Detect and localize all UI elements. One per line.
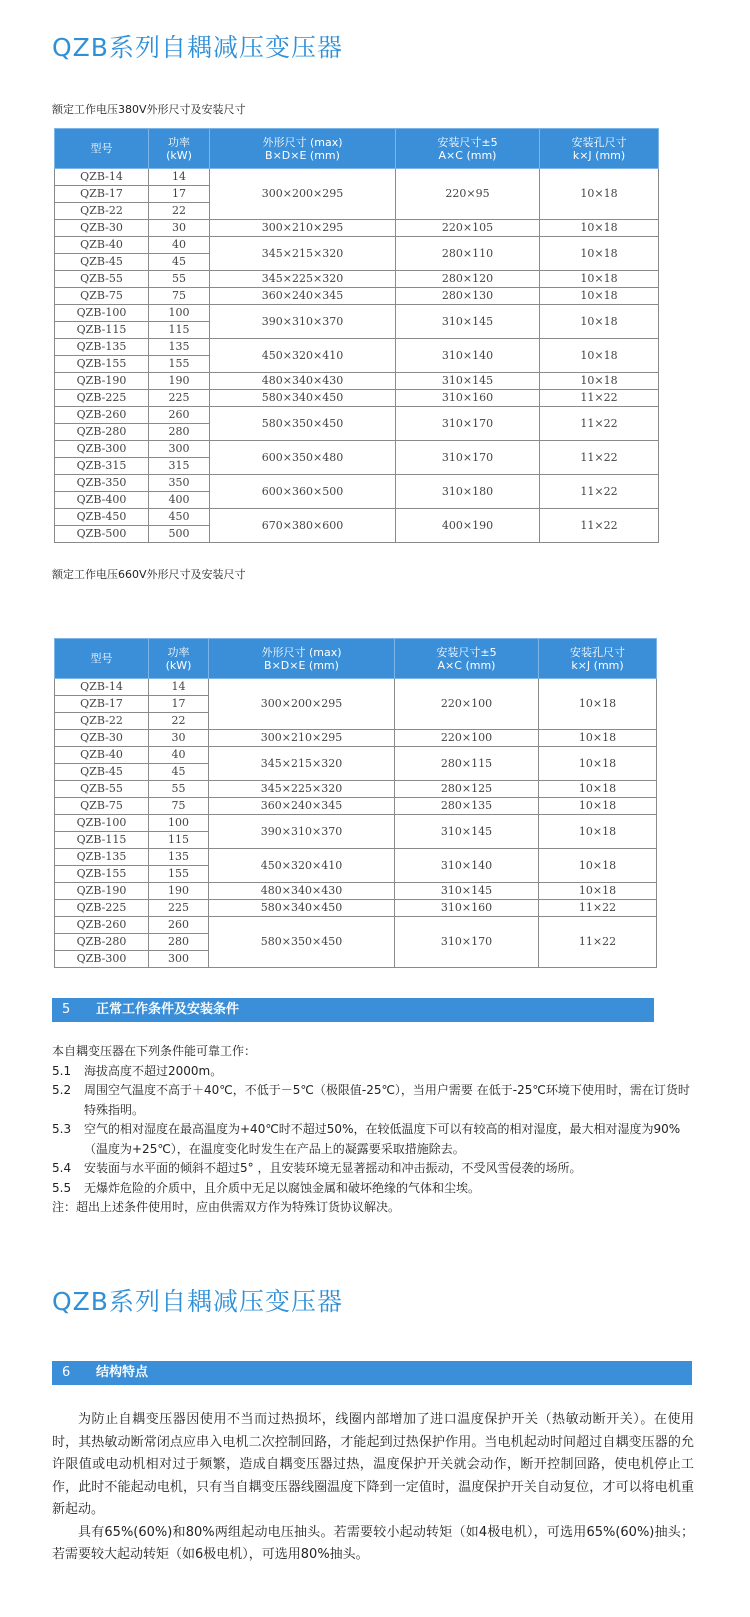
condition-text: 安装面与水平面的倾斜不超过5° ，且安装环境无显著摇动和冲击振动，不受风雪侵袭的场所。 (84, 1161, 582, 1175)
install-cell: 220×100 (395, 730, 539, 747)
condition-label: 5.4 (52, 1161, 72, 1175)
power-cell: 30 (149, 730, 209, 747)
table-row (55, 509, 659, 526)
dimensions-cell: 345×215×320 (210, 237, 396, 271)
section5-title: 正常工作条件及安装条件 (96, 1002, 240, 1017)
section5-conditions (52, 1042, 692, 1218)
model-cell: QZB-75 (55, 798, 149, 815)
table-row (55, 237, 659, 254)
dimensions-cell: 580×340×450 (209, 900, 395, 917)
model-cell: QZB-280 (55, 934, 149, 951)
header-dimensions: 外形尺寸 (max) B×D×E (mm) (210, 129, 396, 169)
model-cell: QZB-155 (55, 356, 149, 373)
install-cell: 310×170 (395, 917, 539, 968)
install-cell: 310×145 (395, 815, 539, 849)
model-cell: QZB-260 (55, 407, 149, 424)
install-cell: 280×130 (396, 288, 540, 305)
model-cell: QZB-115 (55, 832, 149, 849)
table-row (55, 747, 657, 764)
power-cell: 350 (149, 475, 210, 492)
install-cell: 310×160 (395, 900, 539, 917)
hole-cell: 10×18 (540, 305, 659, 339)
model-cell: QZB-14 (55, 169, 149, 186)
table-row (55, 883, 657, 900)
install-cell: 400×190 (396, 509, 540, 543)
model-cell: QZB-135 (55, 849, 149, 866)
install-cell: 280×115 (395, 747, 539, 781)
model-cell: QZB-260 (55, 917, 149, 934)
model-cell: QZB-17 (55, 696, 149, 713)
power-cell: 135 (149, 849, 209, 866)
section5-intro: 本自耦变压器在下列条件能可靠工作： (52, 1044, 257, 1058)
model-cell: QZB-100 (55, 815, 149, 832)
header-hole: 安装孔尺寸 k×J (mm) (539, 639, 657, 679)
model-cell: QZB-500 (55, 526, 149, 543)
section6-body (52, 1409, 694, 1567)
power-cell: 315 (149, 458, 210, 475)
hole-cell: 10×18 (539, 849, 657, 883)
model-cell: QZB-225 (55, 900, 149, 917)
dimensions-cell: 480×340×430 (209, 883, 395, 900)
dimensions-cell: 600×350×480 (210, 441, 396, 475)
header-hole: 安装孔尺寸 k×J (mm) (540, 129, 659, 169)
power-cell: 17 (149, 186, 210, 203)
series-title: QZB系列自耦减压变压器 (52, 33, 343, 62)
install-cell: 310×145 (396, 305, 540, 339)
power-cell: 280 (149, 424, 210, 441)
install-cell: 310×160 (396, 390, 540, 407)
power-cell: 260 (149, 407, 210, 424)
model-cell: QZB-280 (55, 424, 149, 441)
install-cell: 310×180 (396, 475, 540, 509)
section6-title: 结构特点 (96, 1365, 149, 1380)
hole-cell: 10×18 (539, 781, 657, 798)
section6-number: 6 (62, 1365, 71, 1380)
condition-label: 5.2 (52, 1083, 72, 1097)
dimensions-cell: 300×200×295 (210, 169, 396, 220)
paragraph: 为防止自耦变压器因使用不当而过热损坏，线圈内部增加了进口温度保护开关（热敏动断开关）。在使用时，其热敏动断常闭点应串入电机二次控制回路，才能起到过热保护作用。当电机起动时间超过自耦变压器的允许限值或电动机相对过于频繁，造成自耦变压器过热，温度保护开关就会动作，断开控制回路，使电机停止工作，此时不能起动电机，只有当自耦变压器线圈温度下降到一定值时，温度保护开关自动复位，才可以将电机重新起动。 (52, 1412, 694, 1517)
power-cell: 400 (149, 492, 210, 509)
condition-item (52, 1179, 692, 1199)
condition-label: 5.1 (52, 1063, 72, 1078)
table-row (55, 475, 659, 492)
table-row (55, 679, 657, 696)
power-cell: 500 (149, 526, 210, 543)
hole-cell: 11×22 (539, 917, 657, 968)
dimensions-cell: 600×360×500 (210, 475, 396, 509)
table-row (55, 390, 659, 407)
install-cell: 310×145 (395, 883, 539, 900)
power-cell: 300 (149, 441, 210, 458)
table-row (55, 441, 659, 458)
section6-header (52, 1361, 692, 1385)
model-cell: QZB-55 (55, 271, 149, 288)
power-cell: 100 (149, 815, 209, 832)
model-cell: QZB-17 (55, 186, 149, 203)
power-cell: 260 (149, 917, 209, 934)
model-cell: QZB-350 (55, 475, 149, 492)
header-dimensions: 外形尺寸 (max) B×D×E (mm) (209, 639, 395, 679)
model-cell: QZB-30 (55, 220, 149, 237)
power-cell: 75 (149, 798, 209, 815)
condition-text: 周围空气温度不高于＋40℃，不低于－5℃（极限值-25℃），当用户需要 在低于-25℃环境下使用时，需在订货时特殊指明。 (84, 1083, 690, 1117)
dimensions-cell: 450×320×410 (209, 849, 395, 883)
dimensions-cell: 300×210×295 (210, 220, 396, 237)
hole-cell: 10×18 (540, 288, 659, 305)
model-cell: QZB-30 (55, 730, 149, 747)
power-cell: 30 (149, 220, 210, 237)
section5-number: 5 (62, 1002, 71, 1017)
condition-text: 海拔高度不超过2000m。 (84, 1063, 223, 1078)
model-cell: QZB-315 (55, 458, 149, 475)
power-cell: 75 (149, 288, 210, 305)
power-cell: 225 (149, 900, 209, 917)
model-cell: QZB-100 (55, 305, 149, 322)
model-cell: QZB-14 (55, 679, 149, 696)
condition-item (52, 1062, 692, 1082)
model-cell: QZB-45 (55, 254, 149, 271)
install-cell: 220×100 (395, 679, 539, 730)
power-cell: 450 (149, 509, 210, 526)
header-power: 功率 (kW) (149, 129, 210, 169)
install-cell: 310×170 (396, 441, 540, 475)
header-install: 安装尺寸±5 A×C (mm) (395, 639, 539, 679)
model-cell: QZB-155 (55, 866, 149, 883)
power-cell: 22 (149, 203, 210, 220)
header-install: 安装尺寸±5 A×C (mm) (396, 129, 540, 169)
table2-caption: 额定工作电压660V外形尺寸及安装尺寸 (52, 568, 246, 581)
model-cell: QZB-75 (55, 288, 149, 305)
table-row (55, 373, 659, 390)
table-row (55, 220, 659, 237)
model-cell: QZB-135 (55, 339, 149, 356)
power-cell: 155 (149, 866, 209, 883)
model-cell: QZB-55 (55, 781, 149, 798)
hole-cell: 10×18 (540, 220, 659, 237)
table-row (55, 849, 657, 866)
install-cell: 310×170 (396, 407, 540, 441)
power-cell: 17 (149, 696, 209, 713)
install-cell: 310×145 (396, 373, 540, 390)
hole-cell: 10×18 (539, 730, 657, 747)
table-row (55, 917, 657, 934)
power-cell: 14 (149, 679, 209, 696)
header-model: 型号 (55, 129, 149, 169)
power-cell: 155 (149, 356, 210, 373)
power-cell: 135 (149, 339, 210, 356)
condition-text: 无爆炸危险的介质中，且介质中无足以腐蚀金属和破坏绝缘的气体和尘埃。 (84, 1180, 481, 1195)
power-cell: 300 (149, 951, 209, 968)
install-cell: 220×95 (396, 169, 540, 220)
hole-cell: 11×22 (540, 441, 659, 475)
model-cell: QZB-45 (55, 764, 149, 781)
condition-label: 5.5 (52, 1180, 72, 1195)
dimensions-cell: 580×340×450 (210, 390, 396, 407)
power-cell: 55 (149, 781, 209, 798)
hole-cell: 11×22 (540, 509, 659, 543)
hole-cell: 10×18 (539, 815, 657, 849)
power-cell: 22 (149, 713, 209, 730)
hole-cell: 10×18 (540, 339, 659, 373)
power-cell: 14 (149, 169, 210, 186)
spec-table-380v (54, 128, 659, 543)
condition-label: 5.3 (52, 1122, 72, 1136)
dimensions-cell: 390×310×370 (210, 305, 396, 339)
install-cell: 310×140 (395, 849, 539, 883)
model-cell: QZB-190 (55, 883, 149, 900)
install-cell: 310×140 (396, 339, 540, 373)
spec-table-660v (54, 638, 657, 968)
hole-cell: 10×18 (540, 373, 659, 390)
model-cell: QZB-300 (55, 441, 149, 458)
install-cell: 280×110 (396, 237, 540, 271)
hole-cell: 11×22 (539, 900, 657, 917)
dimensions-cell: 450×320×410 (210, 339, 396, 373)
table-row (55, 339, 659, 356)
model-cell: QZB-40 (55, 747, 149, 764)
power-cell: 280 (149, 934, 209, 951)
hole-cell: 10×18 (540, 169, 659, 220)
condition-text: 空气的相对湿度在最高温度为+40℃时不超过50%，在较低温度下可以有较高的相对湿度，最大相对湿度为90%（温度为+25℃），在温度变化时发生在产品上的凝露要采取措施除去。 (84, 1122, 681, 1156)
table1-caption: 额定工作电压380V外形尺寸及安装尺寸 (52, 103, 246, 116)
condition-item (52, 1159, 692, 1179)
power-cell: 190 (149, 883, 209, 900)
power-cell: 115 (149, 322, 210, 339)
power-cell: 190 (149, 373, 210, 390)
dimensions-cell: 345×225×320 (210, 271, 396, 288)
install-cell: 220×105 (396, 220, 540, 237)
table-row (55, 169, 659, 186)
hole-cell: 11×22 (540, 407, 659, 441)
dimensions-cell: 480×340×430 (210, 373, 396, 390)
install-cell: 280×125 (395, 781, 539, 798)
series-title-2: QZB系列自耦减压变压器 (52, 1287, 343, 1316)
power-cell: 115 (149, 832, 209, 849)
power-cell: 55 (149, 271, 210, 288)
dimensions-cell: 300×210×295 (209, 730, 395, 747)
header-power: 功率 (kW) (149, 639, 209, 679)
table-row (55, 900, 657, 917)
table-row (55, 798, 657, 815)
paragraph: 具有65%(60%)和80%两组起动电压抽头。若需要较小起动转矩（如4极电机），可选用65%(60%)抽头；若需要较大起动转矩（如6极电机），可选用80%抽头。 (52, 1524, 694, 1562)
table-row (55, 288, 659, 305)
model-cell: QZB-400 (55, 492, 149, 509)
dimensions-cell: 360×240×345 (209, 798, 395, 815)
power-cell: 40 (149, 747, 209, 764)
power-cell: 45 (149, 254, 210, 271)
model-cell: QZB-40 (55, 237, 149, 254)
dimensions-cell: 390×310×370 (209, 815, 395, 849)
dimensions-cell: 345×215×320 (209, 747, 395, 781)
dimensions-cell: 670×380×600 (210, 509, 396, 543)
model-cell: QZB-225 (55, 390, 149, 407)
header-model: 型号 (55, 639, 149, 679)
dimensions-cell: 360×240×345 (210, 288, 396, 305)
install-cell: 280×120 (396, 271, 540, 288)
dimensions-cell: 345×225×320 (209, 781, 395, 798)
power-cell: 40 (149, 237, 210, 254)
table-row (55, 815, 657, 832)
hole-cell: 10×18 (540, 237, 659, 271)
power-cell: 100 (149, 305, 210, 322)
table-row (55, 271, 659, 288)
model-cell: QZB-450 (55, 509, 149, 526)
model-cell: QZB-115 (55, 322, 149, 339)
power-cell: 45 (149, 764, 209, 781)
hole-cell: 11×22 (540, 390, 659, 407)
dimensions-cell: 300×200×295 (209, 679, 395, 730)
table-row (55, 730, 657, 747)
dimensions-cell: 580×350×450 (209, 917, 395, 968)
hole-cell: 10×18 (539, 798, 657, 815)
hole-cell: 10×18 (540, 271, 659, 288)
model-cell: QZB-22 (55, 713, 149, 730)
model-cell: QZB-300 (55, 951, 149, 968)
condition-item (52, 1120, 692, 1159)
condition-item (52, 1081, 692, 1120)
table-row (55, 781, 657, 798)
section5-header (52, 998, 654, 1022)
dimensions-cell: 580×350×450 (210, 407, 396, 441)
hole-cell: 10×18 (539, 883, 657, 900)
section5-note: 注：超出上述条件使用时，应由供需双方作为特殊订货协议解决。 (52, 1200, 401, 1214)
table-row (55, 407, 659, 424)
model-cell: QZB-22 (55, 203, 149, 220)
hole-cell: 10×18 (539, 747, 657, 781)
model-cell: QZB-190 (55, 373, 149, 390)
hole-cell: 11×22 (540, 475, 659, 509)
table-row (55, 305, 659, 322)
hole-cell: 10×18 (539, 679, 657, 730)
install-cell: 280×135 (395, 798, 539, 815)
power-cell: 225 (149, 390, 210, 407)
